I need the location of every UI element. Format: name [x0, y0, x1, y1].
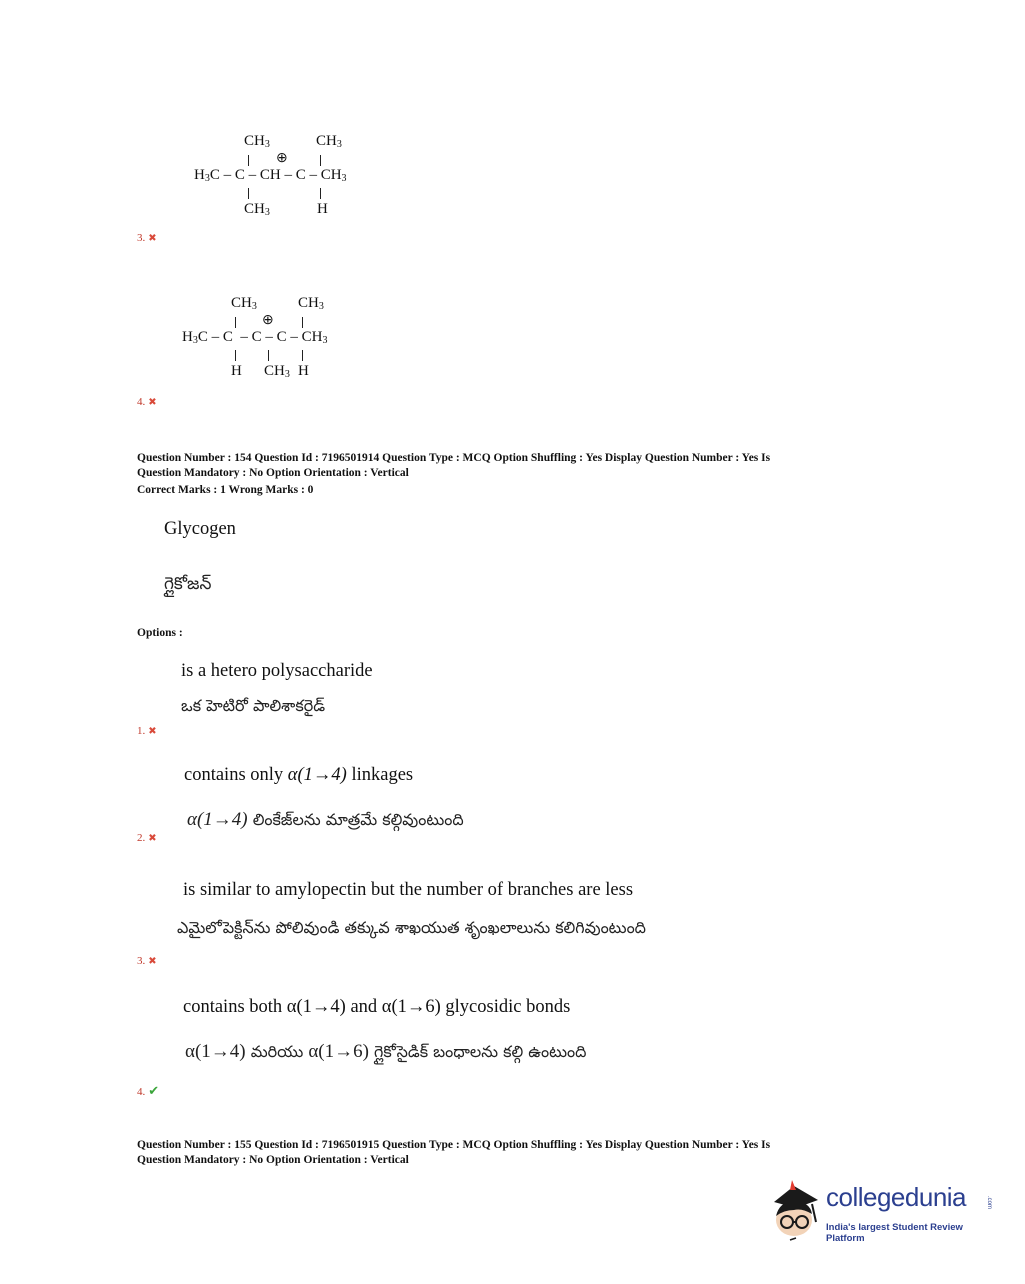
s3-charge: ⊕: [276, 151, 288, 166]
option-1-number: 1. ✖: [137, 725, 157, 737]
wrong-mark-icon: ✖: [148, 233, 157, 244]
option-4-number: 4. ✔: [137, 1083, 160, 1098]
option-1-te: ఒక హెటిరో పాలిశాకరైడ్: [181, 696, 326, 715]
option-4-te: α(1→4) మరియు α(1→6) గ్లైకోసైడిక్ బంధాలను కల్గి ఉంటుంది: [185, 1041, 587, 1062]
s3-top-left: $CH_3$: [244, 133, 270, 150]
s3-main-chain: $H_3C$ – C – CH – C – $CH_3$: [194, 167, 347, 184]
option-2-number: 2. ✖: [137, 832, 157, 844]
s3-top-right: $CH_3$: [316, 133, 342, 150]
q155-meta: [137, 1138, 877, 1168]
option-3-te: ఎమైలోపెక్టిన్‌ను పోలివుండి తక్కువ శాఖయుత శృంఖలాలును కలిగివుంటుంది: [177, 918, 646, 937]
prev-option-3-number: 3. ✖: [137, 232, 157, 244]
q154-marks: Correct Marks : 1 Wrong Marks : 0: [137, 484, 314, 496]
structure-option-4: [180, 295, 380, 385]
s4-top-right: $CH_3$: [298, 295, 324, 312]
s3-bottom-left: $CH_3$: [244, 201, 270, 218]
q154-meta: [137, 451, 877, 498]
s3-bottom-right: H: [317, 201, 328, 217]
s4-bottom-mid: $CH_3$: [264, 363, 290, 380]
prev-option-4-number: 4. ✖: [137, 396, 157, 408]
option-1-en: is a hetero polysaccharide: [181, 661, 373, 681]
s4-top-left: $CH_3$: [231, 295, 257, 312]
correct-check-icon: ✔: [148, 1083, 160, 1098]
collegedunia-logo: [766, 1178, 996, 1248]
options-label: Options :: [137, 627, 183, 639]
option-2-en: contains only α(1→4) linkages: [184, 765, 414, 785]
wrong-mark-icon: ✖: [148, 397, 157, 408]
logo-tagline: India's largest Student Review Platform: [826, 1222, 963, 1244]
option-2-math: α(1→4): [287, 765, 347, 785]
s4-charge: ⊕: [262, 313, 274, 328]
s4-bottom-left: H: [231, 363, 242, 379]
q155-meta-line2: Question Mandatory : No Option Orientation : Vertical: [137, 1154, 409, 1166]
structure-option-3: [190, 133, 390, 223]
q154-question-en: Glycogen: [164, 519, 236, 539]
option-2-te: α(1→4) లింకేజ్‌లను మాత్రమే కల్గివుంటుంది: [187, 809, 464, 830]
option-3-number: 3. ✖: [137, 955, 157, 967]
s4-bottom-right: H: [298, 363, 309, 379]
q154-meta-line2: Question Mandatory : No Option Orientation : Vertical: [137, 467, 409, 479]
q155-meta-line1: Question Number : 155 Question Id : 7196501915 Question Type : MCQ Option Shuffling : Yes Display Question Number : Yes Is: [137, 1139, 771, 1151]
wrong-mark-icon: ✖: [148, 833, 157, 844]
option-4-en: contains both α(1→4) and α(1→6) glycosidic bonds: [183, 997, 571, 1017]
q154-meta-line1: Question Number : 154 Question Id : 7196501914 Question Type : MCQ Option Shuffling : Yes Display Question Number : Yes Is: [137, 452, 771, 464]
logo-wordmark: collegedunia: [826, 1182, 967, 1212]
mascot-icon: [766, 1178, 824, 1248]
q154-question-te: గ్లైకోజన్: [164, 574, 212, 594]
logo-suffix: .com: [986, 1196, 992, 1210]
option-3-en: is similar to amylopectin but the number of branches are less: [183, 880, 634, 900]
wrong-mark-icon: ✖: [148, 956, 157, 967]
s4-main-chain: $H_3C$ – C – C – C – $CH_3$: [182, 329, 328, 346]
wrong-mark-icon: ✖: [148, 726, 157, 737]
